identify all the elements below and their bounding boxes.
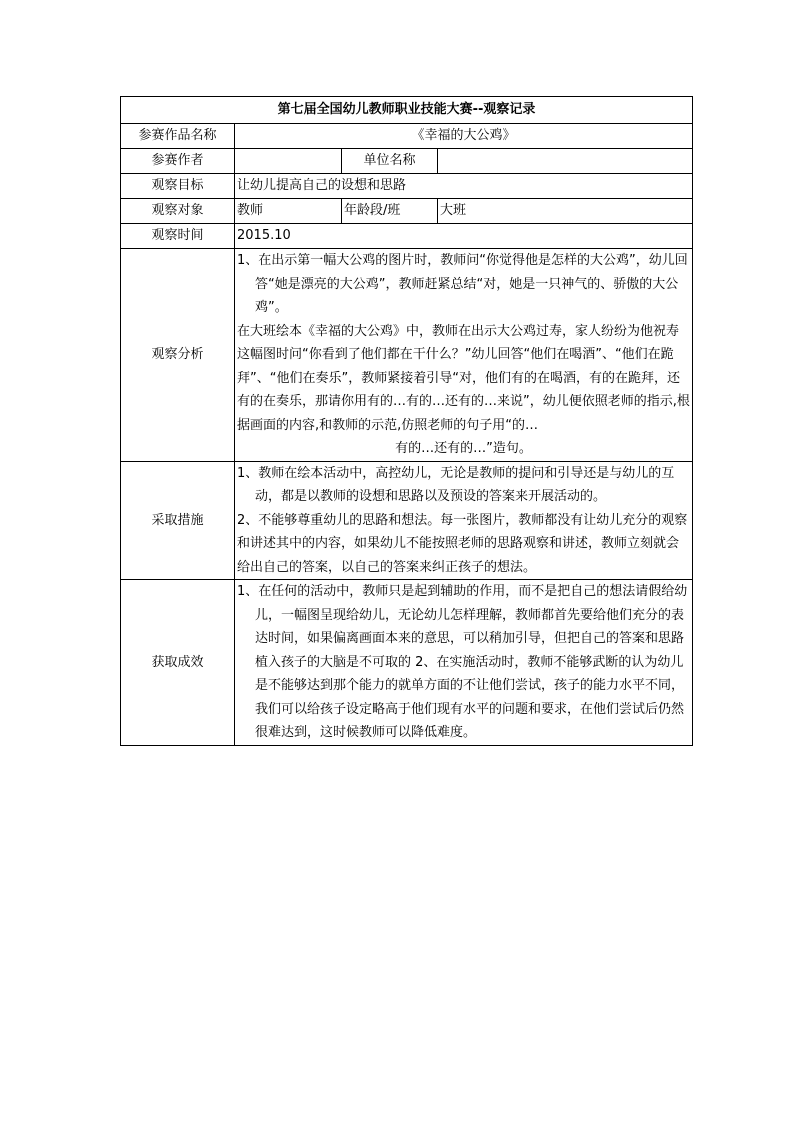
analysis-paragraph-end: 有的…还有的…”造句。 <box>395 441 532 456</box>
subject-row <box>121 199 693 224</box>
time-value: 2015.10 <box>235 224 693 249</box>
measures-item-2: 2、不能够尊重幼儿的思路和想法。每一张图片，教师都没有让幼儿充分的观察和讲述其中的内容，如果幼儿不能按照老师的思路观察和讲述，教师立刻就会给出自己的答案，以自己的答案来纠正孩子的想法。 <box>237 512 688 575</box>
measures-label: 采取措施 <box>121 461 235 580</box>
goal-row <box>121 174 693 199</box>
analysis-label: 观察分析 <box>121 249 235 462</box>
measures-item-1: 1、教师在绘本活动中，高控幼儿，无论是教师的提问和引导还是与幼儿的互动，都是以教师的设想和思路以及预设的答案来开展活动的。 <box>237 465 675 504</box>
author-value <box>235 149 342 174</box>
subject-value: 教师 <box>235 199 342 224</box>
measures-content <box>235 461 693 580</box>
time-label: 观察时间 <box>121 224 235 249</box>
goal-value: 让幼儿提高自己的设想和思路 <box>235 174 693 199</box>
analysis-paragraph: 在大班绘本《幸福的大公鸡》中，教师在出示大公鸡过寿，家人纷纷为他祝寿这幅图时问“你看到了他们都在干什么？”幼儿回答“他们在喝酒”、“他们在跪拜”、“他们在奏乐”，教师紧接着引导“对，他们有的在喝酒，有的在跪拜，还有的在奏乐，那请你用有的…有的…还有的…来说”，幼儿便依照老师的指示,根据画面的内容,和教师的示范,仿照老师的句子用“的… <box>237 323 690 433</box>
record-title: 第七届全国幼儿教师职业技能大赛--观察记录 <box>121 97 693 124</box>
observation-record-table <box>120 96 693 746</box>
subject-label: 观察对象 <box>121 199 235 224</box>
results-label: 获取成效 <box>121 580 235 746</box>
analysis-row <box>121 249 693 462</box>
results-content <box>235 580 693 746</box>
time-row <box>121 224 693 249</box>
author-row <box>121 149 693 174</box>
results-row <box>121 580 693 746</box>
work-name-row <box>121 124 693 149</box>
measures-row <box>121 461 693 580</box>
age-label: 年龄段/班 <box>342 199 438 224</box>
work-name-label: 参赛作品名称 <box>121 124 235 149</box>
unit-value <box>438 149 693 174</box>
author-label: 参赛作者 <box>121 149 235 174</box>
age-value: 大班 <box>438 199 693 224</box>
analysis-item-1: 1、在出示第一幅大公鸡的图片时，教师问“你觉得他是怎样的大公鸡”，幼儿回答“她是漂亮的大公鸡”，教师赶紧总结“对，她是一只神气的、骄傲的大公鸡”。 <box>237 253 688 315</box>
analysis-content <box>235 249 693 462</box>
goal-label: 观察目标 <box>121 174 235 199</box>
title-row <box>121 97 693 124</box>
work-name-value: 《幸福的大公鸡》 <box>235 124 693 149</box>
results-item-1: 1、在任何的活动中，教师只是起到辅助的作用，而不是把自己的想法请假给幼儿，一幅图呈现给幼儿，无论幼儿怎样理解，教师都首先要给他们充分的表达时间，如果偏离画面本来的意思，可以稍加引导，但把自己的答案和思路植入孩子的大脑是不可取的 2、在实施活动时，教师不能够武断的认为幼儿是不能够达到那个能力的就单方面的不让他们尝试，孩子的能力水平不同，我们可以给孩子设定略高于他们现有水平的问题和要求，在他们尝试后仍然很难达到，这时候教师可以降低难度。 <box>237 584 688 740</box>
unit-label: 单位名称 <box>342 149 438 174</box>
